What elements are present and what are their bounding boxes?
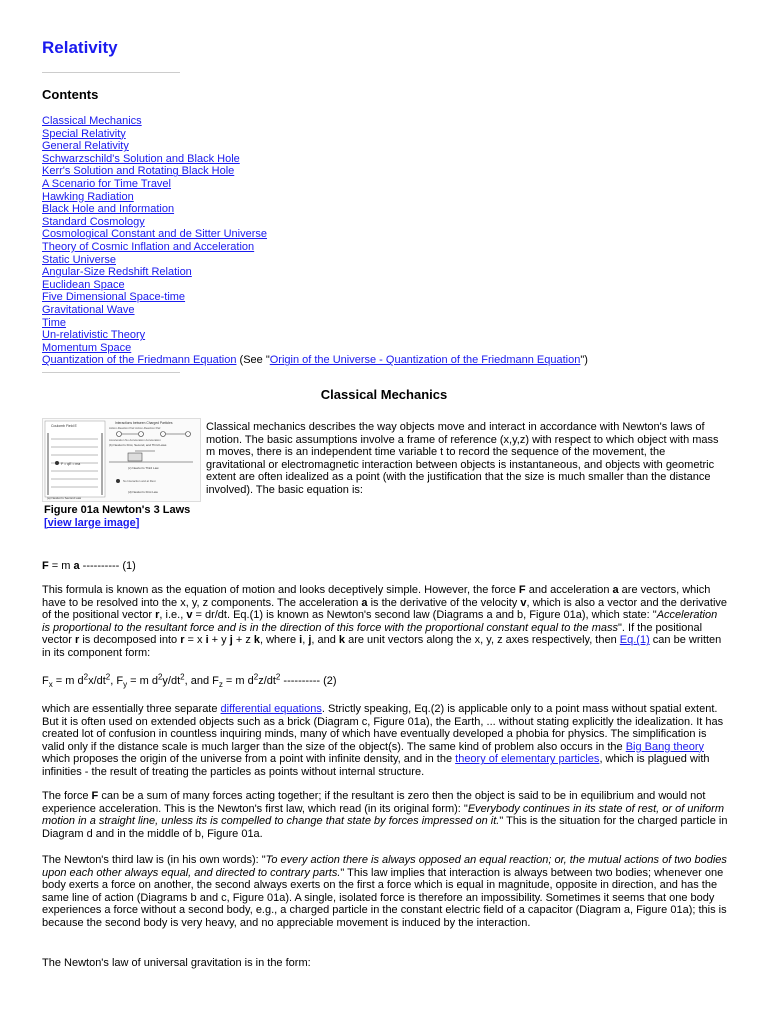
toc-link[interactable]: Black Hole and Information	[42, 203, 175, 216]
toc-link[interactable]: Momentum Space	[42, 341, 132, 354]
toc-link[interactable]: Standard Cosmology	[42, 215, 145, 228]
toc-link[interactable]: Cosmological Constant and de Sitter Universe	[42, 228, 268, 241]
paragraph-gravitation: The Newton's law of universal gravitation is in the form:	[42, 957, 311, 969]
divider	[42, 372, 180, 373]
differential-equations-link[interactable]: differential equations	[220, 703, 322, 715]
equation-1: F = m a ---------- (1)	[42, 560, 136, 572]
toc-link[interactable]: Classical Mechanics	[42, 115, 142, 127]
toc-link[interactable]: Gravitational Wave	[42, 303, 135, 316]
fig-label: Coulomb Field E	[51, 424, 77, 428]
paragraph-third-law: The Newton's third law is (in his own words): "To every action there is always opposed an equal reaction; or, the mutual actions of two bodies upon each other always equal, and directed to contrary parts." This law implies that interaction is always between two bodies; whenever one body exerts a force on another, the second always exerts on the first a force which is equal in magnitude, opposite in direction, and has the same line of action (Diagrams b and c, Figure 01a). A single, isolated force is therefore an impossibility. Sometimes it seems that one body experiences a force without a second body, e.g., a charged particle in the constant electric field of a capacitor (Diagram a, Figure 01a); this is because the second body is very heavy, and no appreciable movement is induced by the interaction.	[42, 854, 727, 929]
toc-link[interactable]: Static Universe	[42, 253, 116, 266]
fig-label: Acceleration No Acceleration Acceleration	[109, 438, 161, 442]
toc-link[interactable]: Time	[42, 316, 67, 329]
fig-label: (b) Newton's First, Second, and Third Laws	[109, 443, 167, 447]
view-large-image-link[interactable]: [view large image]	[44, 516, 140, 529]
toc-link[interactable]: Quantization of the Friedmann Equation	[42, 354, 237, 367]
figure-newtons-laws[interactable]	[42, 418, 201, 502]
fig-label: (a) Newton's Second Law	[47, 496, 82, 500]
contents-heading: Contents	[42, 87, 99, 102]
toc-link[interactable]: Hawking Radiation	[42, 190, 134, 203]
table-of-contents	[42, 115, 722, 367]
big-bang-link[interactable]: Big Bang theory	[625, 740, 704, 753]
paragraph-differential-equations: which are essentially three separate differential equations. Strictly speaking, Eq.(2) is applicable only to a point mass without spatial extent. But it is often used on extended objects such as a brick (Diagram c, Figure 01a), the Earth, ... without stating explicitly the idealization. It has created lot of confusion in countless inquiring minds, many of which have eventually developed a phobia for physics. The simplification is valid only if the distance scale is much larger than the size of the object(s). The same kind of problem also occurs in the Big Bang theory which proposes the origin of the universe from a point with infinite density, and in the theory of elementary particles, which is plagued with infinities - the result of treating the particles as points without internal structure.	[42, 703, 724, 778]
paragraph-first-law: The force F can be a sum of many forces acting together; if the resultant is zero then the object is said to be in equilibrium and would not experience acceleration. This is the Newton's first law, which read (in its original form): "Everybody continues in its state of rest, or of uniform motion in a straight line, unless its is compelled to change that state by forces impressed on it." This is the situation for the charged particle in Diagram d and in the middle of b, Figure 01a.	[42, 790, 728, 840]
equation-2: $F_x = m$ $d^2x/dt^2$, $F_y = m$ $d^2y/dt^2$, and $F_z = m$ $d^2z/dt^2$ ---------- (2)	[42, 672, 337, 690]
toc-link[interactable]: General Relativity	[42, 140, 129, 153]
toc-note: (See "	[236, 354, 270, 367]
toc-link[interactable]: Five Dimensional Space-time	[42, 291, 186, 304]
toc-link[interactable]: Euclidean Space	[42, 278, 125, 291]
fig-label: (c) Newton's Third Law	[128, 466, 159, 470]
fig-label: Interactions between Charged Particles	[115, 421, 173, 425]
toc-link[interactable]: Schwarzschild's Solution and Black Hole	[42, 152, 240, 165]
figure-diagram	[43, 419, 200, 501]
divider	[42, 72, 180, 73]
fig-label: Action-Reaction Pair Action-Reaction Pair	[109, 426, 161, 430]
fig-label: F = qE = ma	[61, 462, 81, 466]
page-title: Relativity	[42, 38, 118, 57]
toc-link[interactable]: Un-relativistic Theory	[42, 329, 146, 342]
fig-label: No Interaction and at Rest	[123, 479, 156, 483]
toc-link[interactable]: Kerr's Solution and Rotating Black Hole	[42, 165, 235, 178]
elementary-particles-link[interactable]: theory of elementary particles	[455, 753, 600, 766]
fig-label: (d) Newton's First Law	[128, 490, 158, 494]
paragraph-equation-of-motion: This formula is known as the equation of motion and looks deceptively simple. However, the force F and acceleration a are vectors, which have to be resolved into the x, y, z components. The acceleration a is the derivative of the velocity v, which is also a vector and the derivative of the positional vector r, i.e., v = dr/dt. Eq.(1) is known as Newton's second law (Diagrams a and b, Figure 01a), which state: "Acceleration is proportional to the resultant force and is in the direction of this force with the proportional constant equal to the mass". If the positional vector r is decomposed into r = x i + y j + z k, where i, j, and k are unit vectors along the x, y, z axes respectively, then Eq.(1) can be written in its component form:	[42, 584, 728, 659]
figure-caption-text: Figure 01a Newton's 3 Laws	[44, 504, 191, 516]
toc-note: ")	[580, 354, 588, 367]
figure-caption	[44, 504, 194, 529]
section-heading: Classical Mechanics	[320, 387, 448, 402]
toc-link[interactable]: Theory of Cosmic Inflation and Acceleration	[42, 240, 255, 253]
eq1-link[interactable]: Eq.(1)	[619, 634, 650, 647]
toc-link[interactable]: Special Relativity	[42, 127, 126, 140]
intro-paragraph: Classical mechanics describes the way objects move and interact in accordance with Newton's laws of motion. The basic assumptions involve a frame of reference (x,y,z) with respect to which object with mass m moves, there is an independent time variable t to record the sequence of the movement, the gravitational or electromagnetic interaction between objects is instantaneous, and objects with geometric extent are often idealized as a point (with the justification that the size is much smaller than the distance involved). The basic equation is:	[206, 421, 719, 496]
toc-link[interactable]: Angular-Size Redshift Relation	[42, 266, 192, 279]
see-link[interactable]: Origin of the Universe - Quantization of the Friedmann Equation	[269, 354, 581, 367]
toc-link[interactable]: A Scenario for Time Travel	[42, 177, 171, 190]
